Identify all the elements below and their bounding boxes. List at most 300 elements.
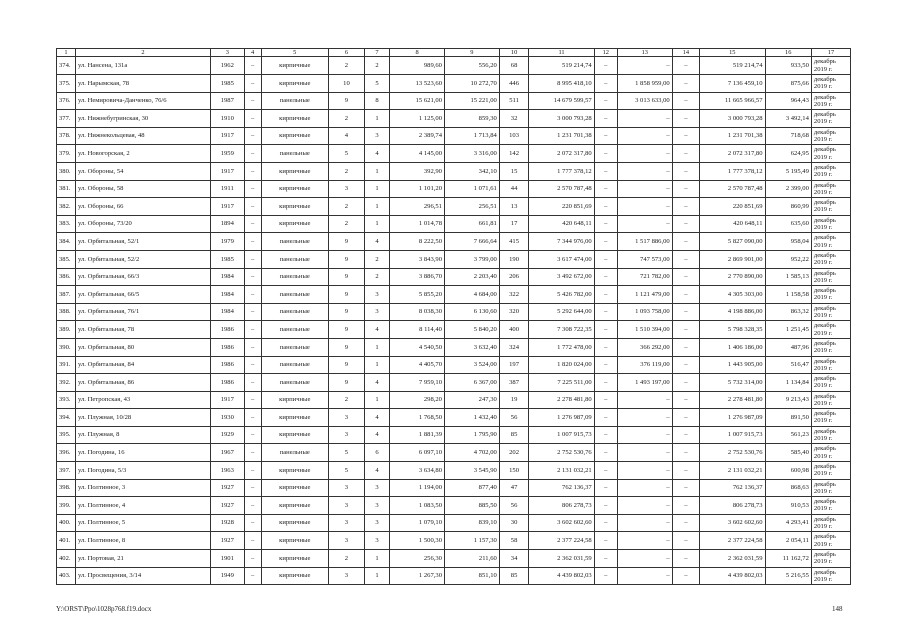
table-cell: 933,50 <box>765 57 811 75</box>
table-cell: ул. Полтинное, 4 <box>75 497 210 515</box>
table-cell: панельные <box>261 356 328 374</box>
table-cell: 9 <box>329 233 365 251</box>
table-cell: 2 389,74 <box>390 127 445 145</box>
table-cell: 380. <box>57 162 76 180</box>
table-cell: 561,23 <box>765 426 811 444</box>
table-cell: ул. Обороны, 54 <box>75 162 210 180</box>
table-cell: декабрь 2019 г. <box>811 180 850 198</box>
table-cell: – <box>672 92 699 110</box>
table-cell: 635,60 <box>765 215 811 233</box>
table-row <box>57 356 851 374</box>
table-row <box>57 303 851 321</box>
table-cell: – <box>594 110 617 128</box>
table-cell: 1 493 197,00 <box>617 374 672 392</box>
table-cell: декабрь 2019 г. <box>811 57 850 75</box>
table-cell: декабрь 2019 г. <box>811 286 850 304</box>
table-cell: – <box>672 286 699 304</box>
table-cell: – <box>672 57 699 75</box>
table-cell: – <box>244 303 261 321</box>
table-cell: декабрь 2019 г. <box>811 497 850 515</box>
table-cell: 7 308 722,35 <box>529 321 594 339</box>
table-cell: кирпичные <box>261 409 328 427</box>
table-cell: – <box>244 321 261 339</box>
table-cell: 2 203,40 <box>444 268 499 286</box>
table-cell: – <box>672 321 699 339</box>
table-cell: 1 <box>364 162 389 180</box>
table-cell: 762 136,37 <box>700 479 765 497</box>
table-cell: 415 <box>499 233 529 251</box>
table-row <box>57 550 851 568</box>
table-cell: 6 097,10 <box>390 444 445 462</box>
table-cell: 1 267,30 <box>390 567 445 585</box>
table-cell: ул. Орбитальная, 66/3 <box>75 268 210 286</box>
table-cell: – <box>617 497 672 515</box>
table-cell: 3 632,40 <box>444 338 499 356</box>
table-cell: 247,30 <box>444 391 499 409</box>
table-cell: – <box>594 550 617 568</box>
table-cell: 381. <box>57 180 76 198</box>
table-cell: 1 820 024,00 <box>529 356 594 374</box>
table-cell: 2 <box>364 268 389 286</box>
table-cell: 397. <box>57 462 76 480</box>
table-row <box>57 514 851 532</box>
table-cell: 1917 <box>210 162 244 180</box>
table-cell: 958,04 <box>765 233 811 251</box>
table-cell: 851,10 <box>444 567 499 585</box>
table-cell: 9 <box>329 356 365 374</box>
table-cell: – <box>617 479 672 497</box>
table-cell: ул. Орбитальная, 86 <box>75 374 210 392</box>
table-cell: – <box>672 215 699 233</box>
column-header: 3 <box>210 49 244 57</box>
table-cell: – <box>672 550 699 568</box>
table-cell: 389. <box>57 321 76 339</box>
table-cell: 58 <box>499 532 529 550</box>
table-cell: – <box>594 338 617 356</box>
table-cell: – <box>672 250 699 268</box>
table-cell: – <box>244 75 261 93</box>
table-cell: 15 <box>499 162 529 180</box>
table-cell: – <box>244 497 261 515</box>
table-cell: 1 194,00 <box>390 479 445 497</box>
table-cell: кирпичные <box>261 426 328 444</box>
table-cell: 1985 <box>210 75 244 93</box>
table-cell: 3 <box>329 514 365 532</box>
table-row <box>57 286 851 304</box>
table-cell: 7 136 459,10 <box>700 75 765 93</box>
table-cell: 388. <box>57 303 76 321</box>
table-cell: декабрь 2019 г. <box>811 409 850 427</box>
table-cell: – <box>594 567 617 585</box>
table-cell: 5 195,49 <box>765 162 811 180</box>
table-cell: 1984 <box>210 303 244 321</box>
table-cell: 320 <box>499 303 529 321</box>
table-cell: 4 405,70 <box>390 356 445 374</box>
table-cell: 1 <box>364 180 389 198</box>
table-cell: 1959 <box>210 145 244 163</box>
table-cell: 391. <box>57 356 76 374</box>
table-cell: – <box>594 198 617 216</box>
table-cell: 9 <box>329 321 365 339</box>
table-cell: 2 570 787,48 <box>700 180 765 198</box>
table-cell: 3 492 672,00 <box>529 268 594 286</box>
table-row <box>57 479 851 497</box>
table-cell: 2 131 032,21 <box>700 462 765 480</box>
table-cell: декабрь 2019 г. <box>811 356 850 374</box>
table-cell: 376. <box>57 92 76 110</box>
table-cell: 885,50 <box>444 497 499 515</box>
table-cell: – <box>594 286 617 304</box>
table-cell: 1949 <box>210 567 244 585</box>
table-cell: 5 216,55 <box>765 567 811 585</box>
table-cell: – <box>617 532 672 550</box>
table-cell: 206 <box>499 268 529 286</box>
table-cell: – <box>594 215 617 233</box>
table-cell: 400 <box>499 321 529 339</box>
table-cell: 68 <box>499 57 529 75</box>
table-cell: кирпичные <box>261 162 328 180</box>
table-row <box>57 532 851 550</box>
table-cell: 1986 <box>210 338 244 356</box>
table-cell: 220 851,69 <box>700 198 765 216</box>
table-cell: 4 145,00 <box>390 145 445 163</box>
table-cell: – <box>244 180 261 198</box>
table-cell: – <box>594 532 617 550</box>
table-cell: 375. <box>57 75 76 93</box>
table-cell: 3 <box>364 479 389 497</box>
table-cell: 387. <box>57 286 76 304</box>
table-cell: 806 278,73 <box>700 497 765 515</box>
table-cell: 1 014,78 <box>390 215 445 233</box>
table-cell: 4 198 886,00 <box>700 303 765 321</box>
table-cell: 374. <box>57 57 76 75</box>
table-row <box>57 250 851 268</box>
table-cell: – <box>617 426 672 444</box>
table-cell: 202 <box>499 444 529 462</box>
table-cell: – <box>672 198 699 216</box>
table-cell: – <box>672 462 699 480</box>
table-cell: 3 545,90 <box>444 462 499 480</box>
table-cell: 6 <box>364 444 389 462</box>
table-cell: – <box>244 426 261 444</box>
table-cell: панельные <box>261 303 328 321</box>
table-cell: 910,53 <box>765 497 811 515</box>
table-cell: декабрь 2019 г. <box>811 426 850 444</box>
table-cell: 85 <box>499 567 529 585</box>
table-cell: – <box>617 567 672 585</box>
table-cell: 4 <box>364 145 389 163</box>
table-cell: 1 <box>364 110 389 128</box>
table-cell: 3 799,00 <box>444 250 499 268</box>
table-cell: ул. Новогорская, 2 <box>75 145 210 163</box>
table-cell: 10 <box>329 75 365 93</box>
column-header: 5 <box>261 49 328 57</box>
table-cell: 1986 <box>210 356 244 374</box>
table-cell: 5 <box>329 462 365 480</box>
table-cell: – <box>594 250 617 268</box>
table-cell: 5 840,20 <box>444 321 499 339</box>
table-cell: 511 <box>499 92 529 110</box>
table-cell: 4 <box>364 409 389 427</box>
table-cell: ул. Полтинное, 8 <box>75 532 210 550</box>
table-cell: панельные <box>261 233 328 251</box>
table-cell: – <box>594 391 617 409</box>
table-cell: ул. Немировича-Данченко, 76/6 <box>75 92 210 110</box>
table-cell: 1 772 478,00 <box>529 338 594 356</box>
table-cell: 2 <box>364 250 389 268</box>
table-cell: 390. <box>57 338 76 356</box>
table-cell: 384. <box>57 233 76 251</box>
table-cell: – <box>244 550 261 568</box>
column-header: 8 <box>390 49 445 57</box>
table-cell: 4 <box>364 321 389 339</box>
table-cell: 3 <box>329 532 365 550</box>
table-cell: – <box>594 233 617 251</box>
table-cell: – <box>244 198 261 216</box>
table-cell: – <box>672 145 699 163</box>
table-cell: – <box>672 162 699 180</box>
table-row <box>57 110 851 128</box>
table-cell: декабрь 2019 г. <box>811 92 850 110</box>
table-cell: 721 782,00 <box>617 268 672 286</box>
table-cell: 516,47 <box>765 356 811 374</box>
table-cell: – <box>617 127 672 145</box>
table-cell: 56 <box>499 497 529 515</box>
table-cell: – <box>594 497 617 515</box>
table-cell: 661,81 <box>444 215 499 233</box>
table-cell: 2 <box>329 550 365 568</box>
table-row <box>57 145 851 163</box>
table-cell: 891,50 <box>765 409 811 427</box>
table-cell: кирпичные <box>261 215 328 233</box>
table-cell: декабрь 2019 г. <box>811 162 850 180</box>
table-cell: – <box>594 145 617 163</box>
table-cell: 1 134,84 <box>765 374 811 392</box>
table-cell: 1 432,40 <box>444 409 499 427</box>
table-cell: – <box>244 250 261 268</box>
table-cell: 9 <box>329 338 365 356</box>
table-cell: – <box>244 462 261 480</box>
table-cell: 190 <box>499 250 529 268</box>
table-cell: 1987 <box>210 92 244 110</box>
table-cell: – <box>672 75 699 93</box>
table-cell: ул. Просвещения, 3/14 <box>75 567 210 585</box>
table-cell: 1 <box>364 198 389 216</box>
table-cell: 1984 <box>210 286 244 304</box>
table-cell: 10 272,70 <box>444 75 499 93</box>
table-row <box>57 374 851 392</box>
table-cell: 3 000 793,28 <box>529 110 594 128</box>
header-row <box>57 49 851 57</box>
table-cell: 1985 <box>210 250 244 268</box>
table-cell: 4 540,50 <box>390 338 445 356</box>
table-cell: 2 752 530,76 <box>529 444 594 462</box>
table-cell: ул. Погодина, 16 <box>75 444 210 462</box>
table-cell: ул. Орбитальная, 76/1 <box>75 303 210 321</box>
column-header: 11 <box>529 49 594 57</box>
table-cell: 1 125,00 <box>390 110 445 128</box>
table-cell: 11 665 966,57 <box>700 92 765 110</box>
table-row <box>57 180 851 198</box>
table-cell: 3 843,90 <box>390 250 445 268</box>
table-cell: 377. <box>57 110 76 128</box>
table-cell: ул. Орбитальная, 52/2 <box>75 250 210 268</box>
table-cell: ул. Плужная, 8 <box>75 426 210 444</box>
table-cell: – <box>672 110 699 128</box>
table-cell: 5 426 782,00 <box>529 286 594 304</box>
table-cell: 9 <box>329 92 365 110</box>
table-cell: 103 <box>499 127 529 145</box>
table-cell: 3 <box>364 497 389 515</box>
table-cell: – <box>672 444 699 462</box>
table-cell: кирпичные <box>261 497 328 515</box>
table-cell: 386. <box>57 268 76 286</box>
table-cell: – <box>672 514 699 532</box>
table-cell: 4 <box>364 374 389 392</box>
table-cell: – <box>594 127 617 145</box>
table-cell: 3 000 793,28 <box>700 110 765 128</box>
table-cell: 392,90 <box>390 162 445 180</box>
table-cell: 14 679 599,57 <box>529 92 594 110</box>
table-cell: 6 130,60 <box>444 303 499 321</box>
table-cell: 3 602 602,60 <box>529 514 594 532</box>
table-cell: ул. Обороны, 73/20 <box>75 215 210 233</box>
table-row <box>57 162 851 180</box>
table-cell: 863,32 <box>765 303 811 321</box>
table-cell: кирпичные <box>261 462 328 480</box>
table-cell: 9 <box>329 268 365 286</box>
table-cell: декабрь 2019 г. <box>811 75 850 93</box>
table-cell: 4 439 802,03 <box>700 567 765 585</box>
table-cell: 2 <box>329 57 365 75</box>
table-cell: – <box>244 145 261 163</box>
table-cell: 44 <box>499 180 529 198</box>
column-header: 4 <box>244 49 261 57</box>
table-cell: 2 072 317,80 <box>529 145 594 163</box>
table-cell: 19 <box>499 391 529 409</box>
table-cell: 401. <box>57 532 76 550</box>
table-cell: ул. Полтинное, 3 <box>75 479 210 497</box>
table-cell: – <box>672 233 699 251</box>
table-cell: – <box>594 374 617 392</box>
table-cell: – <box>244 338 261 356</box>
table-cell: – <box>617 444 672 462</box>
table-cell: 366 292,00 <box>617 338 672 356</box>
table-cell: 420 648,11 <box>700 215 765 233</box>
table-cell: 403. <box>57 567 76 585</box>
table-cell: 1 157,30 <box>444 532 499 550</box>
table-cell: 3 492,14 <box>765 110 811 128</box>
table-cell: 382. <box>57 198 76 216</box>
table-cell: 8 114,40 <box>390 321 445 339</box>
table-cell: – <box>594 162 617 180</box>
table-cell: – <box>244 110 261 128</box>
table-cell: ул. Плужная, 10/28 <box>75 409 210 427</box>
table-cell: 3 524,00 <box>444 356 499 374</box>
table-cell: – <box>594 462 617 480</box>
table-cell: 3 <box>364 532 389 550</box>
column-header: 1 <box>57 49 76 57</box>
table-cell: – <box>244 391 261 409</box>
table-cell: – <box>672 426 699 444</box>
table-cell: декабрь 2019 г. <box>811 215 850 233</box>
table-cell: декабрь 2019 г. <box>811 233 850 251</box>
table-cell: 839,10 <box>444 514 499 532</box>
table-cell: 17 <box>499 215 529 233</box>
table-cell: 1 276 987,09 <box>700 409 765 427</box>
table-cell: – <box>672 391 699 409</box>
table-cell: 376 119,00 <box>617 356 672 374</box>
table-cell: ул. Орбитальная, 78 <box>75 321 210 339</box>
column-header: 7 <box>364 49 389 57</box>
table-cell: 3 <box>364 127 389 145</box>
table-cell: кирпичные <box>261 479 328 497</box>
table-cell: 2 770 890,00 <box>700 268 765 286</box>
table-cell: 868,63 <box>765 479 811 497</box>
table-cell: 1 500,30 <box>390 532 445 550</box>
table-cell: кирпичные <box>261 514 328 532</box>
table-cell: – <box>594 479 617 497</box>
table-cell: – <box>672 303 699 321</box>
table-cell: декабрь 2019 г. <box>811 567 850 585</box>
table-cell: 4 439 802,03 <box>529 567 594 585</box>
table-cell: 1963 <box>210 462 244 480</box>
table-cell: 4 702,00 <box>444 444 499 462</box>
table-cell: 1 231 701,38 <box>529 127 594 145</box>
table-cell: – <box>244 532 261 550</box>
table-cell: 2 399,00 <box>765 180 811 198</box>
table-cell: 989,60 <box>390 57 445 75</box>
table-cell: 1 <box>364 356 389 374</box>
table-cell: декабрь 2019 г. <box>811 127 850 145</box>
table-cell: – <box>244 162 261 180</box>
table-cell: декабрь 2019 г. <box>811 479 850 497</box>
table-cell: 15 221,00 <box>444 92 499 110</box>
table-cell: декабрь 2019 г. <box>811 374 850 392</box>
table-cell: 3 <box>364 303 389 321</box>
table-cell: – <box>244 409 261 427</box>
table-cell: – <box>617 409 672 427</box>
table-cell: 4 684,00 <box>444 286 499 304</box>
table-cell: декабрь 2019 г. <box>811 303 850 321</box>
table-cell: 1 083,50 <box>390 497 445 515</box>
table-row <box>57 268 851 286</box>
table-cell: 2 <box>329 110 365 128</box>
table-cell: – <box>617 162 672 180</box>
table-cell: 3 <box>329 567 365 585</box>
table-cell: 806 278,73 <box>529 497 594 515</box>
table-cell: 256,30 <box>390 550 445 568</box>
table-cell: – <box>617 180 672 198</box>
table-cell: 1 517 886,00 <box>617 233 672 251</box>
table-cell: 379. <box>57 145 76 163</box>
table-cell: – <box>672 374 699 392</box>
table-cell: панельные <box>261 321 328 339</box>
table-cell: 2 362 031,59 <box>529 550 594 568</box>
table-cell: 1 <box>364 391 389 409</box>
table-cell: 1911 <box>210 180 244 198</box>
table-cell: 9 <box>329 286 365 304</box>
table-cell: 1927 <box>210 497 244 515</box>
table-cell: декабрь 2019 г. <box>811 110 850 128</box>
table-cell: 3 617 474,00 <box>529 250 594 268</box>
table-cell: панельные <box>261 250 328 268</box>
table-cell: 964,43 <box>765 92 811 110</box>
column-header: 15 <box>700 49 765 57</box>
table-cell: 142 <box>499 145 529 163</box>
table-cell: 877,40 <box>444 479 499 497</box>
table-cell: – <box>244 479 261 497</box>
